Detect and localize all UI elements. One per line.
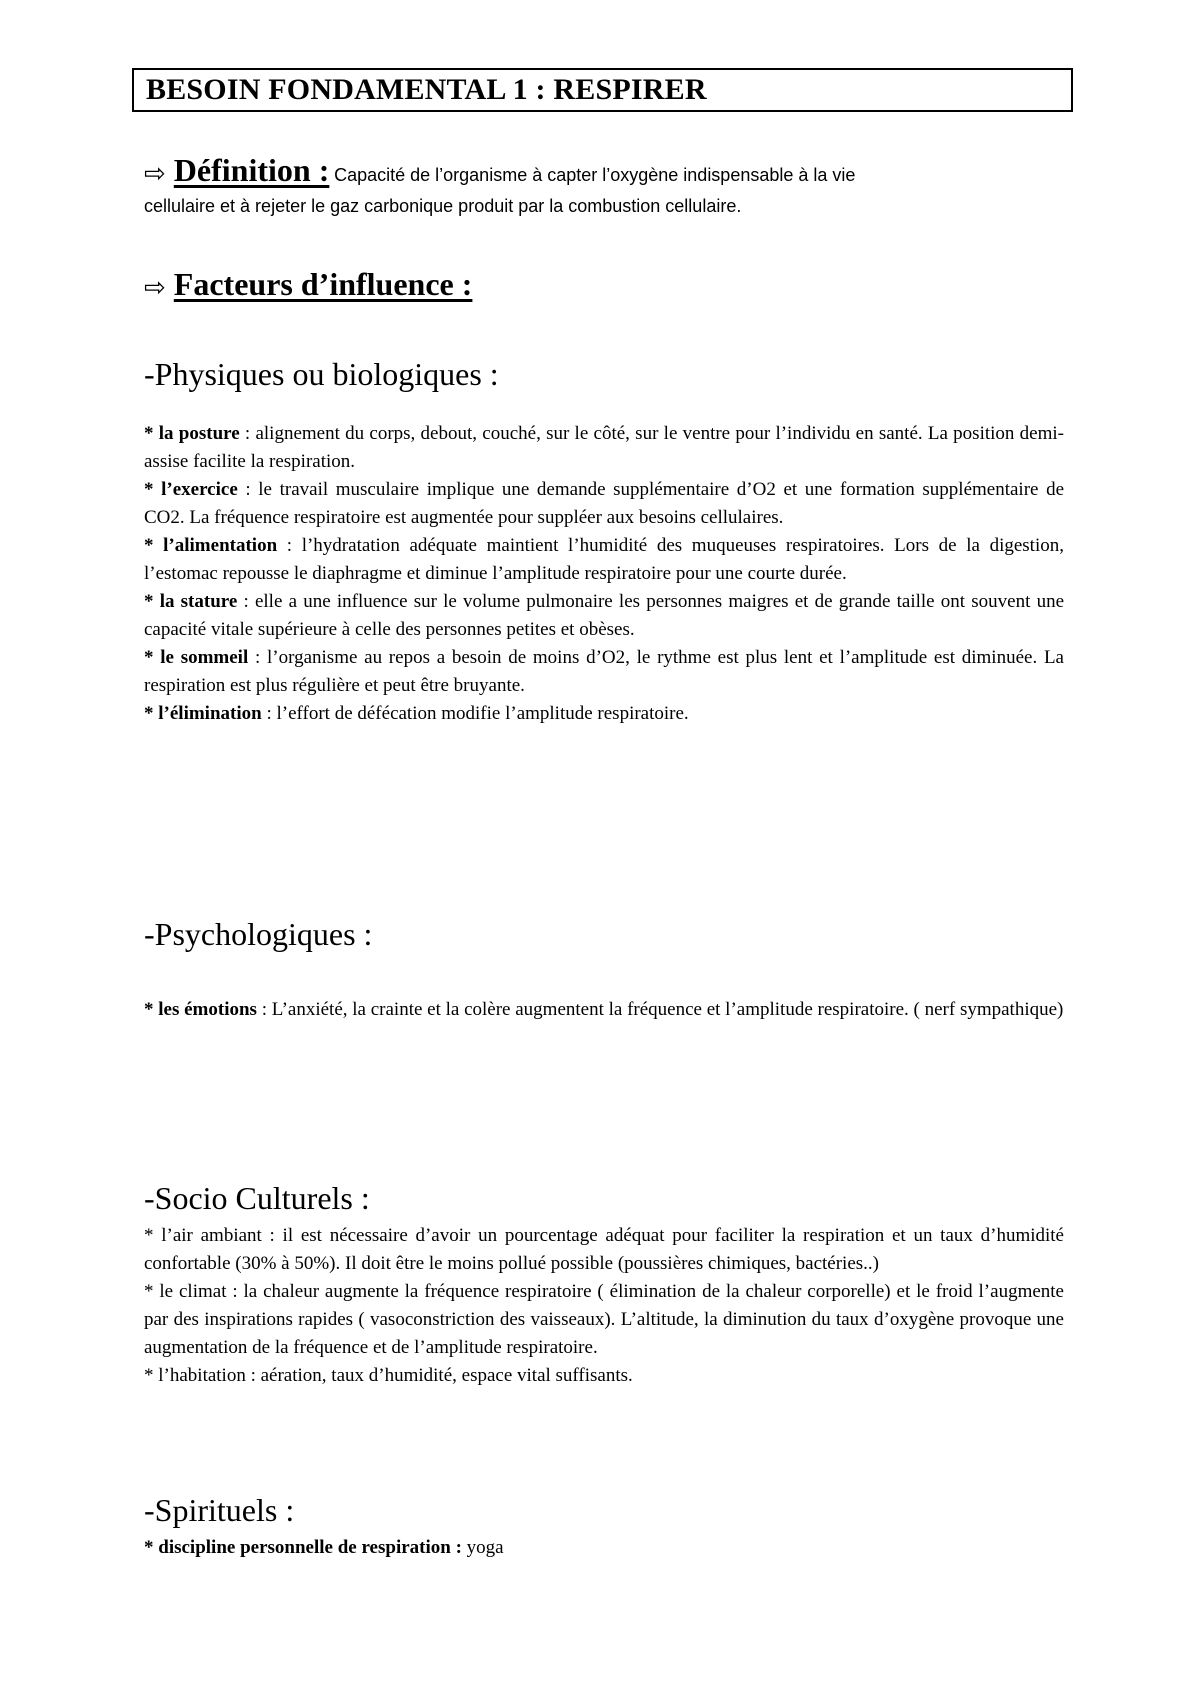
list-item: * la stature : elle a une influence sur le volume pulmonaire les personnes maigres et de grande taille ont souvent une capacité vitale supérieure à celle des personnes petites et obèses. [144, 591, 1065, 640]
spiritual-item [144, 1534, 1064, 1562]
physical-list [144, 420, 1064, 728]
list-item: * le sommeil : l’organisme au repos a besoin de moins d’O2, le rythme est plus lent et l’amplitude est diminuée. La respiration est plus régulière et peut être bruyante. [144, 647, 1064, 696]
definition-text-part1: Capacité de l’organisme à capter l’oxygène indispensable à la vie [334, 165, 856, 185]
spiritual-text: yoga [461, 1537, 504, 1558]
spiritual-label: * discipline personnelle de respiration : [144, 1537, 462, 1558]
factors-heading: Facteurs d’influence : [173, 266, 473, 302]
definition-text-part2: cellulaire et à rejeter le gaz carbonique produit par la combustion cellulaire. [144, 196, 742, 216]
physical-heading: -Physiques ou biologiques : [144, 356, 499, 392]
definition-block [144, 152, 1064, 220]
psychological-list [144, 996, 1064, 1024]
factors-heading-block [144, 266, 1064, 304]
sociocultural-list [144, 1222, 1064, 1390]
list-item: * les émotions : L’anxiété, la crainte et la colère augmentent la fréquence et l’amplitude respiratoire. ( nerf sympathique) [144, 999, 1064, 1020]
definition-heading: Définition : [173, 152, 330, 188]
list-item: * la posture : alignement du corps, debout, couché, sur le côté, sur le ventre pour l’individu en santé. La position demi- assise facilite la respiration. [144, 423, 1064, 472]
list-item: * le climat : la chaleur augmente la fréquence respiratoire ( élimination de la chaleur corporelle) et le froid l’augmente par des inspirations rapides ( vasoconstriction des vaisseaux). L’altitude, la diminution du taux d’oxygène provoque une augmentation de la fréquence et de l’amplitude respiratoire. [144, 1281, 1064, 1358]
list-item: * l’air ambiant : il est nécessaire d’avoir un pourcentage adéquat pour faciliter la respiration et un taux d’humidité confortable (30% à 50%). Il doit être le moins pollué possible (poussières chimiques, bactéries..) [144, 1225, 1064, 1274]
list-item: * l’alimentation : l’hydratation adéquate maintient l’humidité des muqueuses respiratoires. Lors de la digestion, l’estomac repousse le diaphragme et diminue l’amplitude respiratoire pour une courte durée. [144, 535, 1064, 584]
arrow-right-outline-icon: ⇨ [144, 273, 166, 303]
list-item: * l’habitation : aération, taux d’humidité, espace vital suffisants. [144, 1365, 633, 1386]
list-item: * l’élimination : l’effort de défécation modifie l’amplitude respiratoire. [144, 703, 689, 724]
list-item: * l’exercice : le travail musculaire implique une demande supplémentaire d’O2 et une formation supplémentaire de CO2. La fréquence respiratoire est augmentée pour suppléer aux besoins cellulaires. [144, 479, 1065, 528]
sociocultural-heading: -Socio Culturels : [144, 1180, 370, 1216]
spiritual-heading: -Spirituels : [144, 1492, 295, 1528]
psychological-heading: -Psychologiques : [144, 916, 373, 952]
arrow-right-outline-icon: ⇨ [144, 159, 166, 189]
page-title: BESOIN FONDAMENTAL 1 : RESPIRER [132, 68, 1073, 112]
